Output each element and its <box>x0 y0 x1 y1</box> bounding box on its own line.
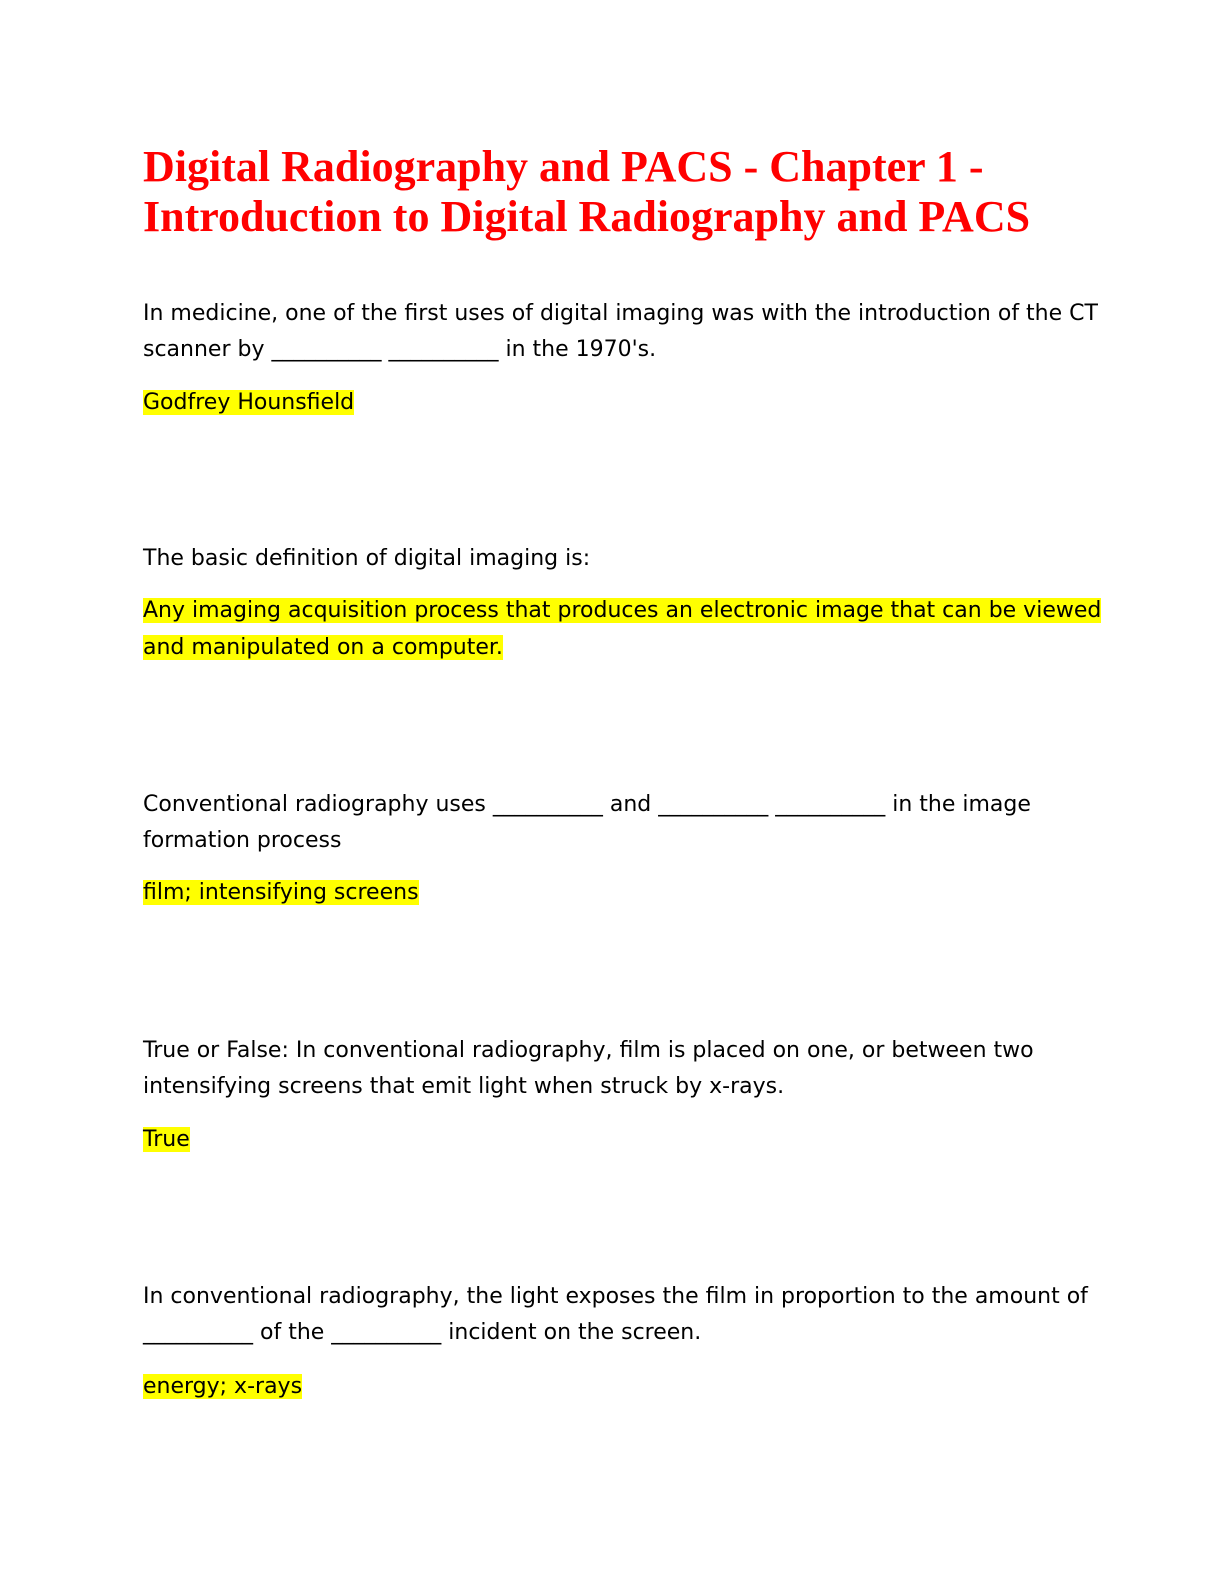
answer-5-highlight: energy; x-rays <box>143 1374 303 1399</box>
question-1: In medicine, one of the first uses of digital imaging was with the introduction of the CT scanner by __________ __________ in the 1970's. <box>143 301 1098 362</box>
answer-2-highlight: Any imaging acquisition process that produces an electronic image that can be viewed and manipulated on a computer. <box>143 598 1102 660</box>
answer-1 <box>143 384 1103 421</box>
question-2: The basic definition of digital imaging is: <box>143 546 591 571</box>
answer-5 <box>143 1368 1103 1405</box>
answer-1-highlight: Godfrey Hounsfield <box>143 390 355 415</box>
question-5: In conventional radiography, the light exposes the film in proportion to the amount of __________ of the __________ incident on the screen. <box>143 1284 1088 1345</box>
document-title: Digital Radiography and PACS - Chapter 1 - Introduction to Digital Radiography and PACS <box>143 142 1031 241</box>
answer-3-highlight: film; intensifying screens <box>143 880 419 905</box>
answer-3 <box>143 874 1103 911</box>
answer-2 <box>143 592 1103 666</box>
question-3: Conventional radiography uses __________ and __________ __________ in the image formation process <box>143 792 1031 853</box>
answer-4 <box>143 1121 1103 1158</box>
answer-4-highlight: True <box>143 1127 190 1152</box>
question-4: True or False: In conventional radiography, film is placed on one, or between two intensifying screens that emit light when struck by x-rays. <box>143 1038 1034 1099</box>
